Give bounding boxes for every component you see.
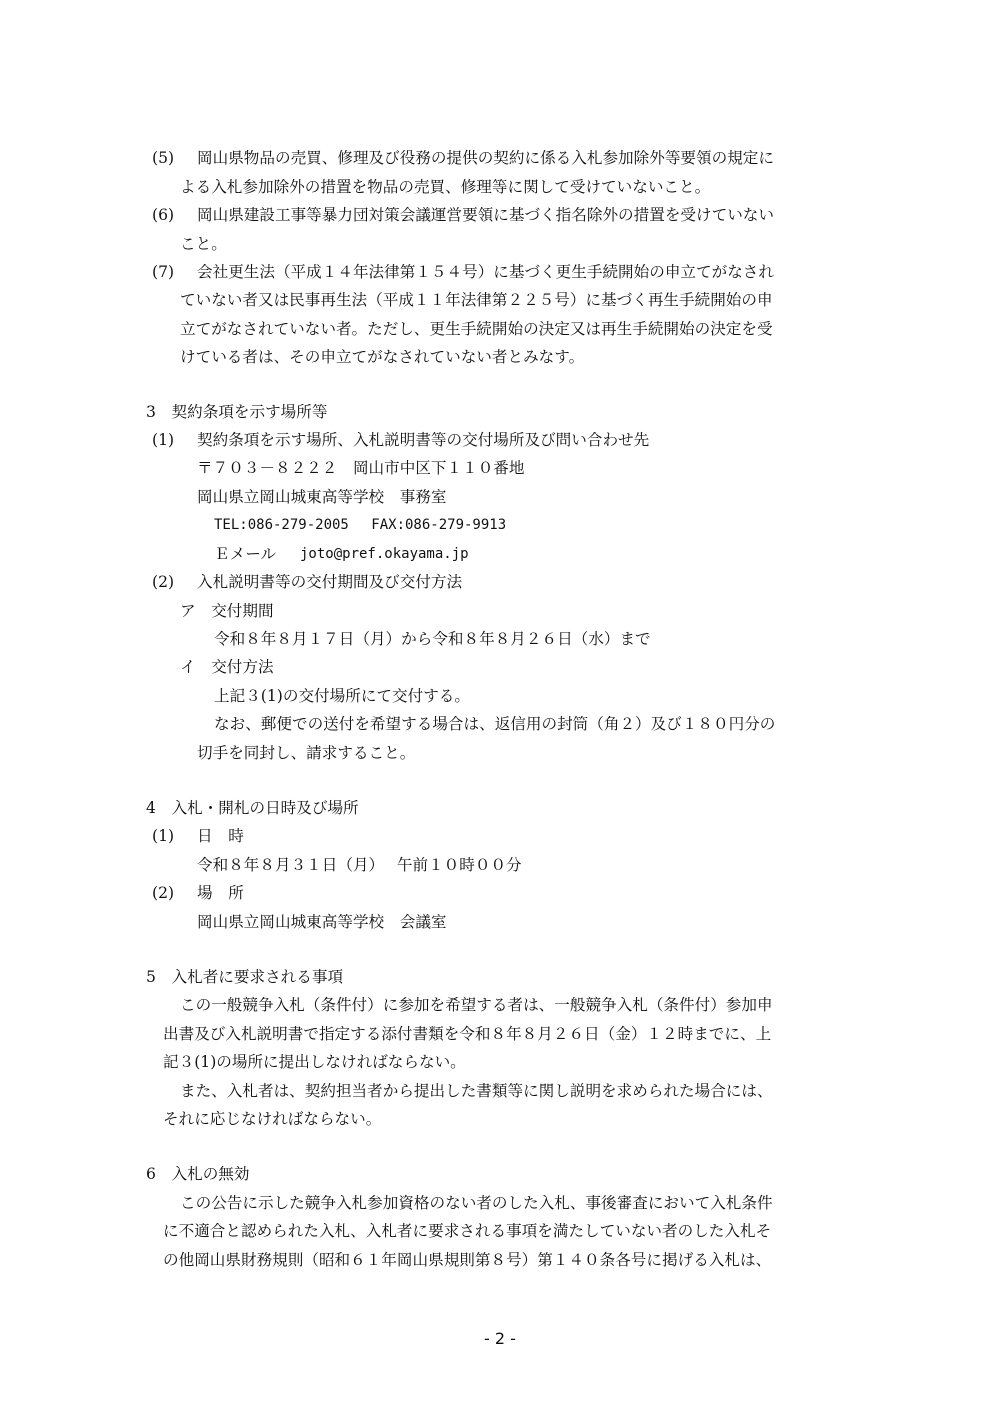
item-5-line-1: 岡山県物品の売買、修理及び役務の提供の契約に係る入札参加除外等要領の規定に: [197, 149, 774, 167]
item-7-line-4: けている者は、その申立てがなされていない者とみなす。: [180, 348, 585, 366]
sec4-location: 岡山県立岡山城東高等学校 会議室: [197, 913, 447, 931]
item-5-line-2: よる入札参加除外の措置を物品の売買、修理等に関して受けていないこと。: [180, 178, 711, 196]
sec5-line-2: 出書及び入札説明書で指定する添付書類を令和８年８月２６日（金）１２時までに、上: [163, 1025, 772, 1043]
sec6-line-3: の他岡山県財務規則（昭和６１年岡山県規則第８号）第１４０条各号に掲げる入札は、: [163, 1251, 772, 1269]
page-number: - 2 -: [484, 1329, 516, 1348]
sec3-email-address: joto@pref.okayama.jp: [300, 546, 469, 562]
item-6-line-2: こと。: [180, 235, 227, 253]
section-4-heading: 4 入札・開札の日時及び場所: [146, 799, 359, 817]
sec3-item1-number: (1): [152, 431, 175, 449]
sec3-delivery-method-line-2: なお、郵便での送付を希望する場合は、返信用の封筒（角２）及び１８０円分の: [214, 715, 776, 733]
sec3-email-label: Ｅメール: [214, 545, 277, 563]
item-6-line-1: 岡山県建設工事等暴力団対策会議運営要領に基づく指名除外の措置を受けていない: [197, 206, 774, 224]
sec4-item1-number: (1): [152, 827, 175, 845]
section-3-heading: 3 契約条項を示す場所等: [146, 403, 328, 421]
sec3-delivery-method-line-1: 上記３(1)の交付場所にて交付する。: [214, 687, 470, 705]
sec4-date-time: 令和８年８月３１日（月） 午前１０時００分: [197, 856, 522, 874]
item-7-number: (7): [152, 263, 175, 281]
item-7-line-1: 会社更生法（平成１４年法律第１５４号）に基づく更生手続開始の申立てがなされ: [197, 263, 774, 281]
sec6-line-1: この公告に示した競争入札参加資格のない者のした入札、事後審査において入札条件: [180, 1194, 773, 1212]
sec3-item2-title: 入札説明書等の交付期間及び交付方法: [197, 573, 463, 591]
sec3-postal-address: 〒７０３－８２２２ 岡山市中区下１１０番地: [197, 459, 525, 477]
sec5-line-4: また、入札者は、契約担当者から提出した書類等に関し説明を求められた場合には、: [180, 1082, 773, 1100]
sec4-item1-title: 日 時: [197, 827, 244, 845]
section-5-heading: 5 入札者に要求される事項: [146, 968, 344, 986]
sec3-item2-number: (2): [152, 573, 175, 591]
sec3-office-name: 岡山県立岡山城東高等学校 事務室: [197, 488, 447, 506]
sec5-line-5: それに応じなければならない。: [163, 1110, 382, 1128]
sec3-delivery-method-line-3: 切手を同封し、請求すること。: [197, 744, 416, 762]
sec6-line-2: に不適合と認められた入札、入札者に要求される事項を満たしていない者のした入札そ: [163, 1222, 772, 1240]
sec3-tel-fax: TEL:086-279-2005 FAX:086-279-9913: [214, 517, 507, 533]
item-7-line-3: 立てがなされていない者。ただし、更生手続開始の決定又は再生手続開始の決定を受: [180, 320, 773, 338]
sec3-item1-title: 契約条項を示す場所、入札説明書等の交付場所及び問い合わせ先: [197, 431, 650, 449]
item-6-number: (6): [152, 206, 175, 224]
section-6-heading: 6 入札の無効: [146, 1165, 250, 1183]
sec3-delivery-period-label: ア 交付期間: [180, 602, 274, 620]
sec3-delivery-method-label: イ 交付方法: [180, 658, 274, 676]
sec5-line-1: この一般競争入札（条件付）に参加を希望する者は、一般競争入札（条件付）参加申: [180, 996, 773, 1014]
sec4-item2-title: 場 所: [197, 884, 244, 902]
sec3-delivery-period-text: 令和８年８月１７日（月）から令和８年８月２６日（水）まで: [214, 630, 651, 648]
item-5-number: (5): [152, 149, 175, 167]
sec4-item2-number: (2): [152, 884, 175, 902]
item-7-line-2: ていない者又は民事再生法（平成１１年法律第２２５号）に基づく再生手続開始の申: [180, 291, 773, 309]
sec5-line-3: 記３(1)の場所に提出しなければならない。: [163, 1053, 466, 1071]
